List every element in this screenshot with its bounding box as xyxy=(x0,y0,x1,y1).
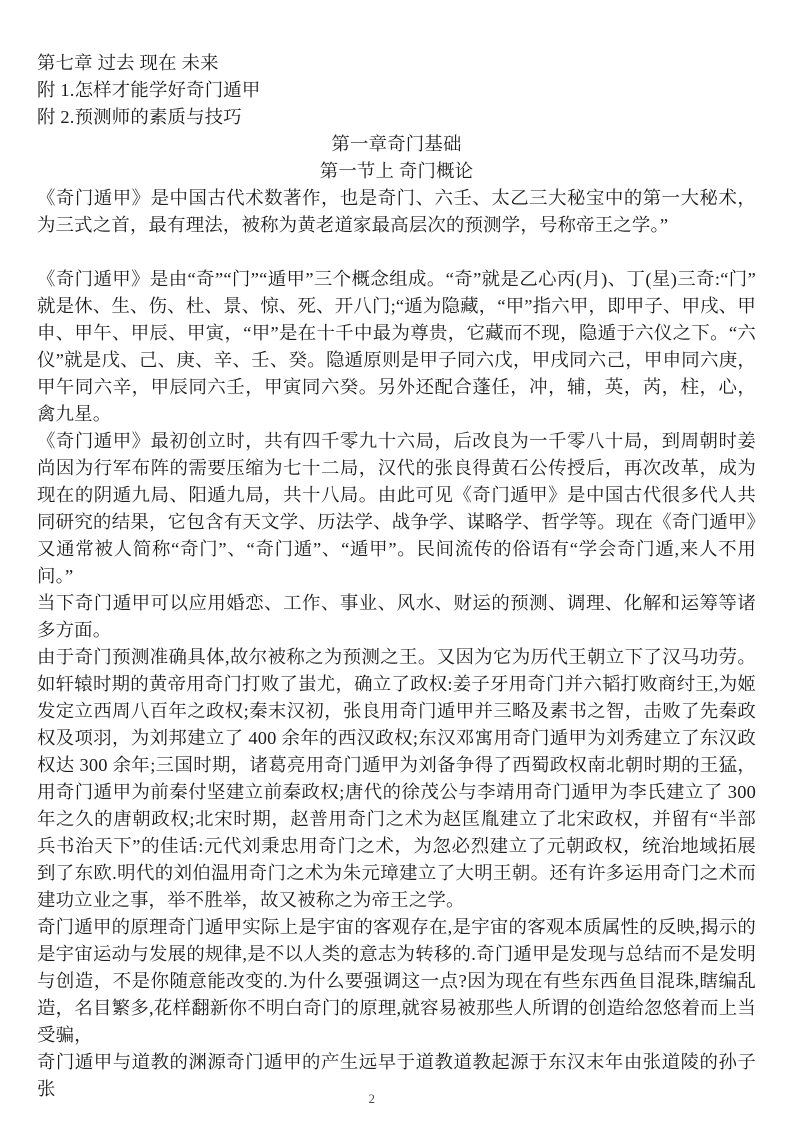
chapter-list-line: 第七章 过去 现在 未来 xyxy=(37,53,219,73)
chapter-heading: 第一章奇门基础 xyxy=(331,134,462,154)
body-paragraph-history: 《奇门遁甲》最初创立时，共有四千零九十六局，后改良为一千零八十局，到周朝时姜尚因为行军布阵的需要压缩为七十二局，汉代的张良得黄石公传授后，再次改革，成为现在的阴遁九局、阳遁九局，共十八局。由此可见《奇门遁甲》是中国古代很多代人共同研究的结果，它包含有天文学、历法学、战争学、谋略学、哲学等。现在《奇门遁甲》又通常被人简称“奇门”、“奇门遁”、“遁甲”。民间流传的俗语有“学会奇门遁,来人不用问。” xyxy=(37,431,756,586)
appendix-line-1: 附 1.怎样才能学好奇门遁甲 xyxy=(37,80,261,100)
page-content xyxy=(37,50,756,1103)
appendix-line-2: 附 2.预测师的素质与技巧 xyxy=(37,107,242,127)
page-number: 2 xyxy=(368,1091,376,1106)
body-paragraph-intro: 《奇门遁甲》是中国古代术数著作，也是奇门、六壬、太乙三大秘宝中的第一大秘术，为三式之首，最有理法，被称为黄老道家最高层次的预测学，号称帝王之学。” xyxy=(37,188,756,235)
section-heading: 第一节上 奇门概论 xyxy=(319,161,474,181)
body-paragraph-dynasties: 由于奇门预测准确具体,故尔被称之为预测之王。又因为它为历代王朝立下了汉马功劳。如轩辕时期的黄帝用奇门打败了蚩尤，确立了政权:姜子牙用奇门并六韬打败商纣王,为姬发定立西周八百年之政权;秦末汉初，张良用奇门遁甲并三略及素书之智，击败了先秦政权及项羽，为刘邦建立了 400 余年的西汉政权;东汉邓寓用奇门遁甲为刘秀建立了东汉政权达 300 余年;三国时期，诸葛亮用奇门遁甲为刘备争得了西蜀政权南北朝时期的王猛，用奇门遁甲为前秦付坚建立前秦政权;唐代的徐茂公与李靖用奇门遁甲为李氏建立了 300 年之久的唐朝政权;北宋时期，赵普用奇门之术为赵匡胤建立了北宋政权，并留有“半部兵书治天下”的佳话:元代刘秉忠用奇门之术，为忽必烈建立了元朝政权，统治地域拓展到了东欧.明代的刘伯温用奇门之术为朱元璋建立了大明王朝。还有许多运用奇门之术而建功立业之事，举不胜举，故又被称之为帝王之学。 xyxy=(37,647,756,910)
body-paragraph-principle: 奇门遁甲的原理奇门遁甲实际上是宇宙的客观存在,是宇宙的客观本质属性的反映,揭示的是宇宙运动与发展的规律,是不以人类的意志为转移的.奇门遁甲是发现与总结而不是发明与创造，不是你随意能改变的.为什么要强调这一点?因为现在有些东西鱼目混珠,瞎编乱造，名目繁多,花样翻新你不明白奇门的原理,就容易被那些人所谓的创造给忽悠着而上当受骗， xyxy=(37,917,756,1045)
body-paragraph-daoism-origin: 奇门遁甲与道教的渊源奇门遁甲的产生远早于道教道教起源于东汉末年由张道陵的孙子张 xyxy=(37,1052,756,1099)
body-paragraph-applications: 当下奇门遁甲可以应用婚恋、工作、事业、风水、财运的预测、调理、化解和运筹等诸多方面。 xyxy=(37,593,756,640)
body-paragraph-concepts: 《奇门遁甲》是由“奇”“门”“遁甲”三个概念组成。“奇”就是乙心丙(月)、丁(星)三奇:“门”就是休、生、伤、杜、景、惊、死、开八门;“遁为隐藏，“甲”指六甲，即甲子、甲戌、甲申、甲午、甲辰、甲寅，“甲”是在十千中最为尊贵，它藏而不现，隐遁于六仪之下。“六仪”就是戊、己、庚、辛、壬、癸。隐遁原则是甲子同六戊，甲戌同六己，甲申同六庚，甲午同六辛，甲辰同六壬，甲寅同六癸。另外还配合蓬任，冲，辅，英，芮，柱，心，禽九星。 xyxy=(37,269,756,424)
